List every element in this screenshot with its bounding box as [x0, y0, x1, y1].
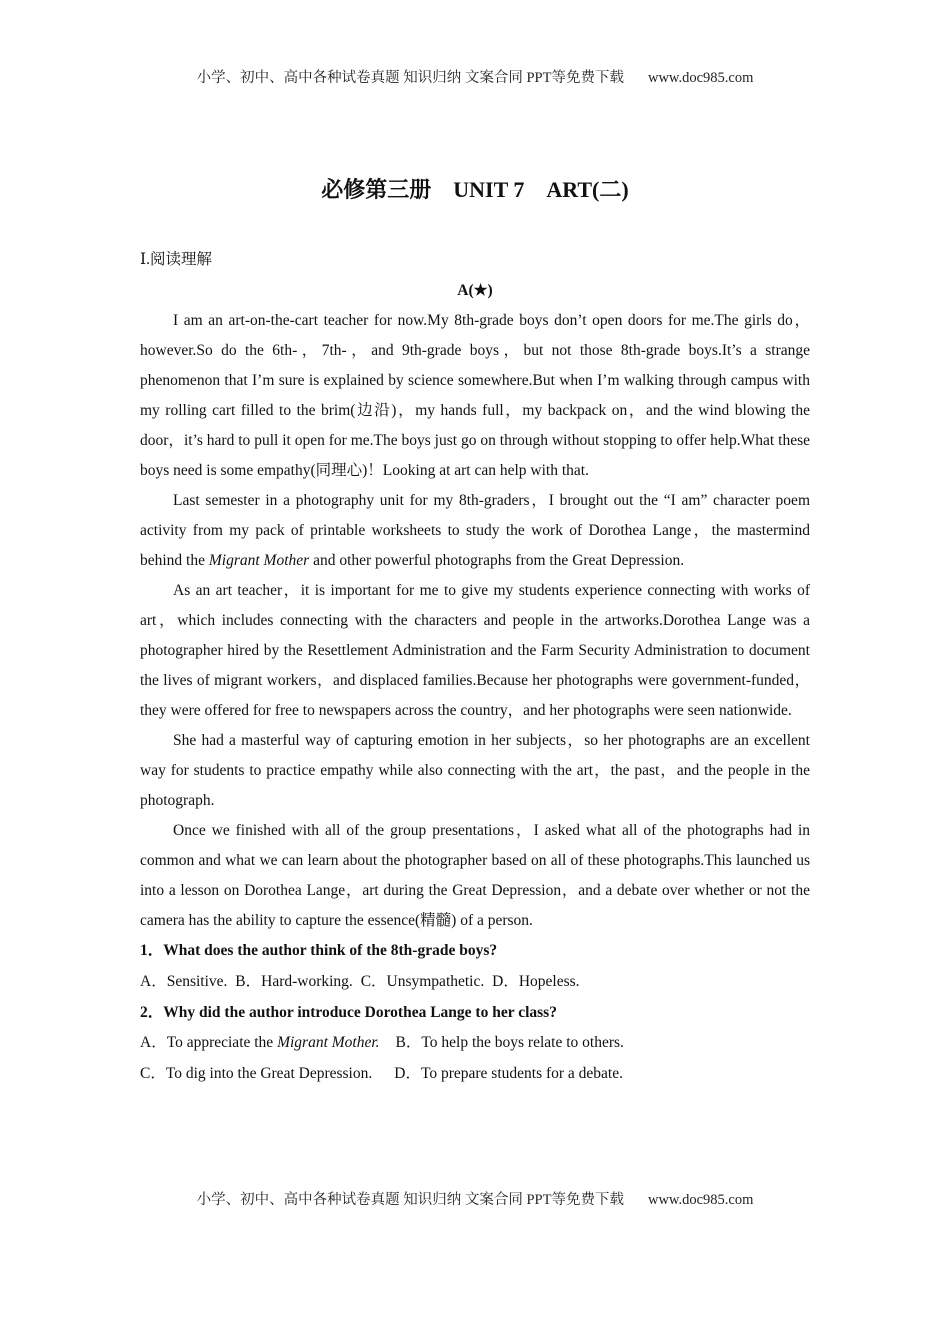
header-text: 小学、初中、高中各种试卷真题 知识归纳 文案合同 PPT等免费下载 — [196, 70, 624, 86]
question-2-option-a — [140, 1034, 380, 1051]
paragraph-2-text-before: Last semester in a photography unit for my 8th-graders，I brought out the “I am” character poem activity from my pack of printable worksheets to study the work of Dorothea Lange，the mastermind behind the — [140, 492, 810, 569]
question-2-stem: 2．Why did the author introduce Dorothea Lange to her class? — [140, 1003, 557, 1021]
question-1-stem: 1．What does the author think of the 8th-grade boys? — [140, 942, 498, 959]
paragraph-2-italic-title: Migrant Mother — [208, 552, 310, 569]
question-1-options — [140, 967, 810, 998]
reading-passage — [140, 306, 810, 936]
page-footer — [0, 1190, 950, 1210]
question-1-option-b: B．Hard-working. — [235, 972, 353, 990]
main-content — [140, 306, 810, 1090]
passage-paragraph-3: As an art teacher，it is important for me to give my students experience connecting with works of art，which includes connecting with the characters and people in the artworks.Dorothea Lange was a photographer hired by the Resettlement Administration and the Farm Security Administration to document the lives of migrant workers，and displaced families.Because her photographs were government-funded，they were offered for free to newspapers across the country，and her photographs were seen nationwide. — [140, 582, 810, 719]
paragraph-2-text-after: and other powerful photographs from the Great Depression. — [309, 552, 685, 569]
page-header — [0, 68, 950, 88]
passage-paragraph-2 — [140, 486, 810, 576]
question-2-option-d: D．To prepare students for a debate. — [394, 1065, 623, 1083]
passage-paragraph-4: She had a masterful way of capturing emotion in her subjects，so her photographs are an excellent way for students to practice empathy while also connecting with the art，the past，and the people in the photograph. — [140, 732, 810, 809]
footer-text: 小学、初中、高中各种试卷真题 知识归纳 文案合同 PPT等免费下载 — [196, 1192, 624, 1208]
passage-paragraph-1: I am an art-on-the-cart teacher for now.My 8th-grade boys don’t open doors for me.The girls do，however.So do the 6th-，7th-，and 9th-grade boys，but not those 8th-grade boys.It’s a strange phenomenon that I’m sure is explained by science somewhere.But when I’m walking through campus with my rolling cart filled to the brim(边沿)，my hands full，my backpack on，and the wind blowing the door，it’s hard to pull it open for me.The boys just go on through without stopping to offer help.What these boys need is some empathy(同理心)！Looking at art can help with that. — [140, 312, 810, 479]
passage-label: A(★) — [457, 282, 493, 299]
document-title: 必修第三册 UNIT 7 ART(二) — [321, 177, 629, 202]
option-a-italic-title: Migrant Mother. — [277, 1034, 380, 1052]
question-2-options-row-2 — [140, 1059, 810, 1090]
passage-paragraph-5: Once we finished with all of the group presentations，I asked what all of the photographs had in common and what we can learn about the photographer based on all of these photographs.This launched us into a lesson on Dorothea Lange，art during the Great Depression，and a debate over whether or not the camera has the ability to capture the essence(精髓) of a person. — [140, 822, 810, 929]
question-1-option-c: C．Unsympathetic. — [360, 972, 485, 990]
section-heading: Ⅰ.阅读理解 — [140, 251, 212, 268]
question-1-option-a: A．Sensitive. — [140, 972, 228, 990]
question-2-option-b: B．To help the boys relate to others. — [395, 1034, 624, 1052]
question-1-option-d: D．Hopeless. — [492, 972, 580, 990]
questions — [140, 936, 810, 1090]
question-2-option-c: C．To dig into the Great Depression. — [140, 1065, 373, 1083]
header-url: www.doc985.com — [647, 70, 754, 86]
footer-url: www.doc985.com — [647, 1192, 754, 1208]
option-a-prefix: A．To appreciate the — [140, 1034, 278, 1052]
question-2-options-row-1 — [140, 1028, 810, 1059]
